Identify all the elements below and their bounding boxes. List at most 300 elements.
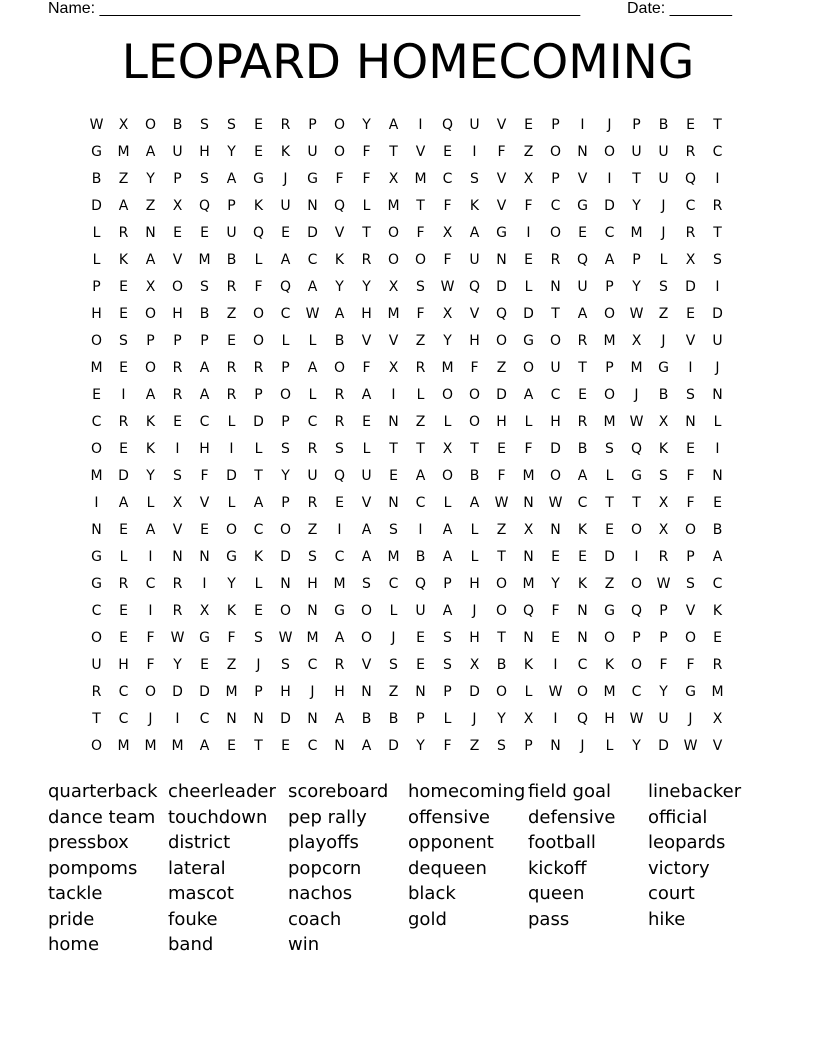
grid-letter: T (389, 144, 398, 160)
grid-letter: L (470, 549, 479, 565)
word-list-item: scoreboard (288, 781, 389, 802)
grid-letter: P (632, 252, 641, 268)
grid-letter: A (118, 198, 129, 214)
grid-letter: O (495, 684, 508, 700)
grid-letter: E (281, 225, 290, 241)
grid-letter: T (713, 225, 722, 241)
grid-letter: N (523, 630, 534, 646)
grid-letter: O (441, 468, 454, 484)
grid-letter: A (712, 549, 723, 565)
grid-letter: U (658, 711, 669, 727)
grid-letter: K (658, 441, 669, 457)
grid-letter: V (361, 657, 372, 673)
grid-letter: H (199, 441, 210, 457)
grid-letter: N (577, 630, 588, 646)
grid-letter: M (144, 738, 157, 754)
grid-letter: O (144, 117, 157, 133)
grid-letter: F (551, 603, 560, 619)
grid-letter: H (280, 684, 291, 700)
grid-letter: I (580, 117, 585, 133)
grid-letter: H (550, 414, 561, 430)
grid-letter: O (90, 630, 103, 646)
grid-letter: I (715, 441, 720, 457)
grid-letter: L (524, 279, 533, 295)
grid-letter: A (361, 387, 372, 403)
word-list-item: band (168, 934, 214, 955)
grid-letter: K (253, 549, 264, 565)
grid-letter: J (661, 225, 666, 241)
grid-letter: M (306, 630, 319, 646)
grid-letter: E (686, 306, 695, 322)
grid-letter: B (415, 549, 426, 565)
grid-letter: W (170, 630, 185, 646)
word-list-item: homecoming (408, 781, 526, 802)
grid-letter: K (604, 657, 615, 673)
grid-letter: E (605, 522, 614, 538)
grid-letter: P (659, 630, 668, 646)
grid-letter: M (387, 306, 400, 322)
grid-letter: O (171, 279, 184, 295)
grid-letter: I (391, 387, 396, 403)
grid-letter: I (715, 279, 720, 295)
grid-letter: R (91, 684, 102, 700)
grid-letter: O (603, 630, 616, 646)
grid-letter: F (227, 630, 236, 646)
grid-letter: L (254, 252, 263, 268)
grid-letter: T (497, 549, 506, 565)
grid-letter: Z (307, 522, 318, 538)
grid-letter: S (308, 549, 317, 565)
grid-letter: H (469, 576, 480, 592)
grid-letter: C (118, 684, 129, 700)
grid-letter: F (443, 252, 452, 268)
grid-letter: O (360, 603, 373, 619)
grid-letter: O (603, 144, 616, 160)
grid-letter: D (604, 549, 615, 565)
word-list-item: opponent (408, 832, 494, 853)
grid-letter: M (603, 414, 616, 430)
grid-letter: I (418, 117, 423, 133)
grid-letter: J (472, 603, 477, 619)
grid-letter: M (603, 684, 616, 700)
grid-letter: V (496, 117, 507, 133)
grid-letter: L (92, 252, 101, 268)
grid-letter: O (630, 576, 643, 592)
grid-letter: P (281, 360, 290, 376)
grid-letter: S (200, 171, 209, 187)
grid-letter: R (685, 225, 696, 241)
grid-letter: O (495, 603, 508, 619)
grid-letter: N (496, 252, 507, 268)
grid-letter: D (199, 684, 210, 700)
word-list-item: nachos (288, 883, 353, 904)
grid-letter: W (629, 414, 644, 430)
grid-letter: G (199, 630, 210, 646)
grid-letter: G (253, 171, 264, 187)
grid-letter: F (146, 630, 155, 646)
grid-letter: L (389, 603, 398, 619)
grid-letter: S (443, 657, 452, 673)
grid-letter: I (148, 603, 153, 619)
grid-letter: V (388, 333, 399, 349)
grid-letter: E (497, 441, 506, 457)
grid-letter: N (172, 549, 183, 565)
grid-letter: A (307, 279, 318, 295)
grid-letter: B (199, 306, 210, 322)
grid-letter: R (226, 387, 237, 403)
grid-letter: H (604, 711, 615, 727)
grid-letter: C (712, 576, 723, 592)
grid-letter: O (684, 522, 697, 538)
grid-letter: C (253, 522, 264, 538)
grid-letter: N (307, 198, 318, 214)
grid-letter: D (226, 468, 237, 484)
grid-letter: F (362, 171, 371, 187)
grid-letter: R (118, 225, 129, 241)
grid-letter: V (685, 603, 696, 619)
grid-letter: O (522, 360, 535, 376)
grid-letter: A (199, 360, 210, 376)
grid-letter: X (172, 198, 183, 214)
grid-letter: G (91, 144, 102, 160)
grid-letter: P (659, 603, 668, 619)
grid-letter: A (523, 387, 534, 403)
grid-letter: C (307, 252, 318, 268)
grid-letter: X (118, 117, 129, 133)
grid-letter: J (256, 657, 261, 673)
grid-letter: N (712, 387, 723, 403)
grid-letter: A (469, 495, 480, 511)
grid-letter: M (225, 684, 238, 700)
grid-letter: O (576, 684, 589, 700)
grid-letter: P (551, 117, 560, 133)
grid-letter: I (229, 441, 234, 457)
grid-letter: S (659, 279, 668, 295)
grid-letter: P (173, 171, 182, 187)
grid-letter: S (389, 657, 398, 673)
grid-letter: C (307, 657, 318, 673)
grid-letter: G (604, 603, 615, 619)
grid-letter: N (199, 549, 210, 565)
grid-letter: F (686, 495, 695, 511)
grid-letter: X (199, 603, 210, 619)
grid-letter: P (92, 279, 101, 295)
grid-letter: B (226, 252, 237, 268)
word-list-item: pompoms (48, 857, 138, 879)
grid-letter: V (496, 171, 507, 187)
grid-letter: D (307, 225, 318, 241)
grid-letter: G (523, 333, 534, 349)
word-list-item: hike (648, 908, 686, 930)
grid-letter: H (469, 630, 480, 646)
grid-letter: E (443, 144, 452, 160)
grid-letter: A (469, 225, 480, 241)
grid-letter: F (524, 441, 533, 457)
grid-letter: J (148, 711, 153, 727)
grid-letter: N (523, 549, 534, 565)
grid-letter: S (227, 117, 236, 133)
grid-letter: T (632, 171, 641, 187)
grid-letter: D (469, 684, 480, 700)
grid-letter: F (497, 468, 506, 484)
grid-letter: E (227, 738, 236, 754)
grid-letter: J (310, 684, 315, 700)
grid-letter: A (307, 360, 318, 376)
page-title: LEOPARD HOMECOMING (121, 35, 695, 90)
grid-letter: E (119, 360, 128, 376)
grid-letter: A (442, 522, 453, 538)
grid-letter: X (172, 495, 183, 511)
grid-letter: Q (333, 198, 346, 214)
grid-letter: F (416, 225, 425, 241)
grid-letter: B (469, 468, 480, 484)
grid-letter: E (119, 441, 128, 457)
grid-letter: M (414, 171, 427, 187)
grid-letter: W (548, 684, 563, 700)
grid-letter: N (307, 603, 318, 619)
grid-letter: D (496, 279, 507, 295)
grid-letter: R (253, 360, 264, 376)
word-list-item: gold (408, 908, 447, 930)
grid-letter: V (496, 198, 507, 214)
grid-letter: M (522, 468, 535, 484)
word-list-item: playoffs (288, 832, 359, 853)
grid-letter: V (334, 225, 345, 241)
grid-letter: Q (684, 171, 697, 187)
grid-letter: I (553, 711, 558, 727)
grid-letter: K (577, 576, 588, 592)
grid-letter: P (443, 684, 452, 700)
grid-letter: B (658, 117, 669, 133)
grid-letter: I (472, 144, 477, 160)
grid-letter: W (656, 576, 671, 592)
grid-letter: L (362, 198, 371, 214)
grid-letter: C (280, 306, 291, 322)
grid-letter: V (361, 333, 372, 349)
grid-letter: T (497, 630, 506, 646)
grid-letter: E (227, 333, 236, 349)
grid-letter: G (658, 360, 669, 376)
header-line (48, 0, 748, 20)
word-list-item: dequeen (408, 857, 487, 879)
word-list-item: cheerleader (168, 781, 276, 802)
grid-letter: I (526, 225, 531, 241)
grid-letter: K (118, 252, 129, 268)
grid-letter: U (550, 360, 561, 376)
grid-letter: P (605, 279, 614, 295)
grid-letter: O (468, 387, 481, 403)
grid-letter: D (118, 468, 129, 484)
grid-letter: O (387, 252, 400, 268)
grid-letter: D (604, 198, 615, 214)
grid-letter: P (551, 171, 560, 187)
grid-letter: Z (496, 360, 507, 376)
grid-letter: A (361, 522, 372, 538)
grid-letter: K (712, 603, 723, 619)
word-list-item: field goal (528, 781, 612, 802)
grid-letter: A (361, 738, 372, 754)
grid-letter: N (577, 144, 588, 160)
word-list-item: offensive (408, 806, 491, 828)
grid-letter: G (226, 549, 237, 565)
grid-letter: E (281, 738, 290, 754)
grid-letter: A (280, 252, 291, 268)
grid-letter: E (254, 117, 263, 133)
grid-letter: E (416, 657, 425, 673)
date-field-label: Date: _______ (627, 0, 732, 17)
grid-letter: X (631, 333, 642, 349)
grid-letter: R (658, 549, 669, 565)
grid-letter: H (118, 657, 129, 673)
grid-letter: O (225, 522, 238, 538)
grid-letter: F (524, 198, 533, 214)
grid-letter: W (305, 306, 320, 322)
grid-letter: S (686, 576, 695, 592)
grid-letter: M (90, 468, 103, 484)
grid-letter: U (577, 279, 588, 295)
word-list-item: queen (528, 883, 585, 904)
grid-letter: Y (335, 279, 344, 295)
grid-letter: E (173, 225, 182, 241)
word-list-item: quarterback (48, 781, 158, 802)
grid-letter: W (683, 738, 698, 754)
grid-letter: I (175, 711, 180, 727)
word-list-item: dance team (48, 806, 156, 828)
grid-letter: P (686, 549, 695, 565)
grid-letter: N (91, 522, 102, 538)
grid-letter: I (715, 171, 720, 187)
grid-letter: L (524, 684, 533, 700)
grid-letter: E (686, 441, 695, 457)
grid-letter: Q (522, 603, 535, 619)
grid-letter: F (686, 657, 695, 673)
grid-letter: M (630, 225, 643, 241)
grid-letter: C (712, 144, 723, 160)
grid-letter: R (280, 117, 291, 133)
word-list-item: linebacker (648, 781, 742, 802)
grid-letter: V (172, 252, 183, 268)
grid-letter: O (333, 144, 346, 160)
word-list-item: victory (648, 857, 710, 879)
grid-letter: F (362, 360, 371, 376)
grid-letter: Q (576, 252, 589, 268)
grid-letter: Y (551, 576, 560, 592)
grid-letter: U (469, 117, 480, 133)
word-list-item: pride (48, 908, 95, 930)
grid-letter: S (659, 468, 668, 484)
grid-letter: M (522, 576, 535, 592)
grid-letter: Z (604, 576, 615, 592)
grid-letter: N (361, 684, 372, 700)
grid-letter: K (577, 522, 588, 538)
grid-letter: C (577, 495, 588, 511)
grid-letter: O (468, 414, 481, 430)
grid-letter: B (388, 711, 399, 727)
grid-letter: N (550, 738, 561, 754)
grid-letter: O (441, 387, 454, 403)
grid-letter: J (715, 360, 720, 376)
grid-letter: R (361, 252, 372, 268)
grid-letter: A (145, 252, 156, 268)
grid-letter: D (550, 441, 561, 457)
grid-letter: Z (658, 306, 669, 322)
grid-letter: A (334, 630, 345, 646)
grid-letter: K (145, 441, 156, 457)
grid-letter: L (227, 495, 236, 511)
grid-letter: L (227, 414, 236, 430)
grid-letter: C (604, 225, 615, 241)
grid-letter: H (469, 333, 480, 349)
grid-letter: N (334, 738, 345, 754)
grid-letter: R (712, 657, 723, 673)
grid-letter: Y (416, 738, 425, 754)
grid-letter: B (172, 117, 183, 133)
grid-letter: T (416, 441, 425, 457)
grid-letter: C (550, 387, 561, 403)
grid-letter: S (119, 333, 128, 349)
grid-letter: J (661, 333, 666, 349)
word-list-item: popcorn (288, 857, 362, 879)
grid-letter: U (91, 657, 102, 673)
grid-letter: H (334, 684, 345, 700)
grid-letter: U (712, 333, 723, 349)
grid-letter: C (442, 171, 453, 187)
grid-letter: T (416, 198, 425, 214)
grid-letter: T (551, 306, 560, 322)
grid-letter: N (523, 495, 534, 511)
grid-letter: Q (576, 711, 589, 727)
grid-letter: G (307, 171, 318, 187)
grid-letter: Q (414, 576, 427, 592)
grid-letter: L (524, 414, 533, 430)
grid-letter: R (172, 387, 183, 403)
grid-letter: J (391, 630, 396, 646)
grid-letter: N (712, 468, 723, 484)
grid-letter: A (415, 468, 426, 484)
grid-letter: Y (632, 738, 641, 754)
grid-letter: Y (173, 657, 182, 673)
grid-letter: B (361, 711, 372, 727)
grid-letter: A (199, 738, 210, 754)
grid-letter: X (388, 279, 399, 295)
grid-letter: R (172, 603, 183, 619)
grid-letter: U (226, 225, 237, 241)
grid-letter: M (387, 549, 400, 565)
grid-letter: P (227, 198, 236, 214)
grid-letter: O (414, 252, 427, 268)
grid-letter: E (119, 306, 128, 322)
grid-letter: G (577, 198, 588, 214)
word-list-item: tackle (48, 883, 103, 904)
grid-letter: F (497, 144, 506, 160)
grid-letter: R (172, 360, 183, 376)
grid-letter: H (199, 144, 210, 160)
grid-letter: W (440, 279, 455, 295)
grid-letter: Q (279, 279, 292, 295)
grid-letter: I (175, 441, 180, 457)
grid-letter: D (253, 414, 264, 430)
grid-letter: O (279, 603, 292, 619)
grid-letter: O (495, 333, 508, 349)
grid-letter: E (578, 387, 587, 403)
grid-letter: P (254, 387, 263, 403)
word-list-item: lateral (168, 857, 226, 879)
grid-letter: R (226, 279, 237, 295)
grid-letter: D (658, 738, 669, 754)
grid-letter: A (145, 144, 156, 160)
grid-letter: A (442, 603, 453, 619)
grid-letter: Z (523, 144, 534, 160)
